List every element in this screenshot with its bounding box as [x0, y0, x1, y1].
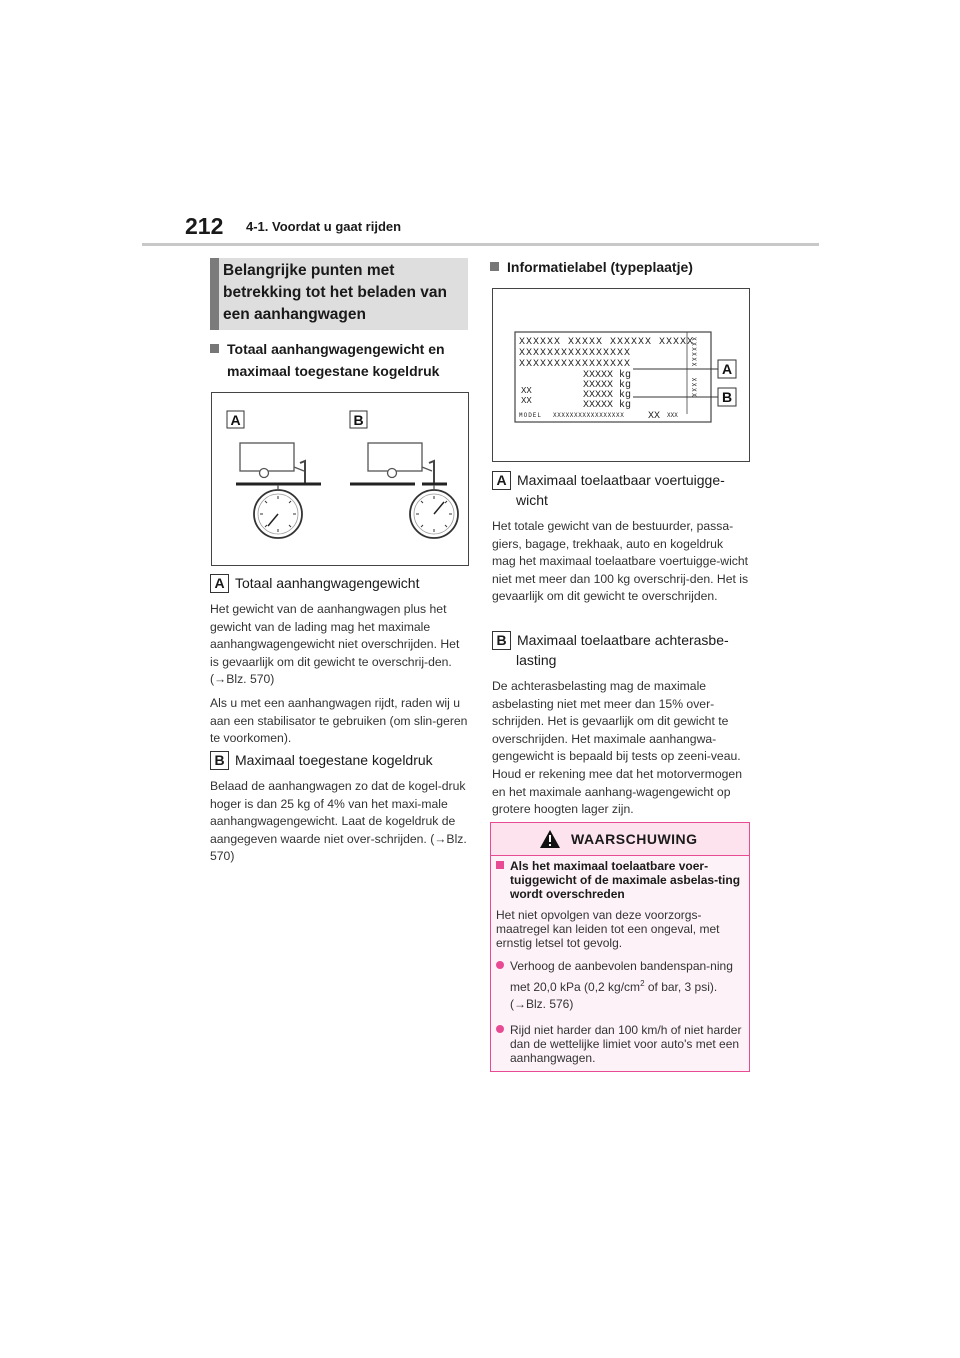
right-item-b-p1: De achterasbelasting mag de maximale asbelasting niet met meer dan 15% over-schrijden. Het is gevaarlijk om dit gewicht te overschrijden. Het maximale aanhangwa-gengewicht is bepaald bij tests op zeeni-veau. Houd er rekening mee dat het motorvermogen en het maximale aanhang-wagengewicht op grotere hoogten lager zijn. — [492, 679, 742, 817]
warning-triangle-icon — [539, 829, 561, 849]
bullet-dot-icon — [496, 1025, 504, 1033]
left-heading-text: Totaal aanhangwagengewicht en maximaal toegestane kogeldruk — [227, 341, 445, 379]
plate-kg-2: XXXXX kg — [583, 380, 632, 391]
plate-model-value: XXXXXXXXXXXXXXXXX — [553, 412, 625, 419]
label-a-badge: A — [210, 574, 229, 593]
plate-row-3: XXXXXXXXXXXXXXXX — [519, 359, 632, 370]
right-item-b-title: Maximaal toelaatbare achterasbe-lasting — [516, 632, 729, 668]
left-item-a — [210, 573, 468, 748]
trailer-illustration — [212, 393, 468, 565]
right-item-b — [492, 630, 750, 819]
warning-bullet-2: Rijd niet harder dan 100 km/h of niet harder dan de wettelijke limiet voor auto's met een aanhangwagen. — [496, 1023, 742, 1065]
info-plate-figure — [492, 288, 750, 462]
plate-row-1: XXXXXX XXXXX XXXXXX XXXXX — [519, 337, 695, 348]
plate-kg-3: XXXXX kg — [583, 390, 632, 401]
warning-bullet-1: Verhoog de aanbevolen bandenspan-ning met 20,0 kPa (0,2 $kg/cm^2$ of bar, 3 psi). (→Blz. 576) — [496, 958, 742, 1013]
section-title: 4-1. Voordat u gaat rijden — [246, 219, 402, 234]
warning-header — [491, 823, 749, 856]
info-plate-illustration — [493, 289, 749, 461]
warning-intro: Het niet opvolgen van deze voorzorgs-maatregel kan leiden tot een ongeval, met ernstig letsel tot gevolg. — [496, 908, 720, 950]
trailer-a-on-scale — [236, 443, 321, 538]
warning-box — [490, 822, 750, 1072]
left-item-a-title: Totaal aanhangwagengewicht — [235, 575, 420, 591]
page-number: 212 — [185, 213, 224, 239]
trailer-b-coupling-scale — [350, 443, 458, 538]
left-item-b-p1: Belaad de aanhangwagen zo dat de kogel-druk hoger is dan 25 kg of 4% van het maxi-male aanhangwagengewicht. Laat de kogeldruk de aangegeven waarde niet over-schrijden. (→Blz. 570) — [210, 779, 467, 864]
square-bullet-icon — [210, 344, 219, 353]
label-b-badge: B — [210, 751, 229, 770]
plate-xx-2: XX — [521, 396, 532, 406]
header-divider — [142, 243, 819, 246]
topic-bar — [210, 258, 219, 330]
plate-label-a: A — [721, 361, 733, 377]
plate-kg-4: XXXXX kg — [583, 400, 632, 411]
right-heading-text: Informatielabel (typeplaatje) — [507, 259, 693, 275]
topic-title: Belangrijke punten met betrekking tot het beladen van een aanhangwagen — [223, 262, 447, 323]
bullet-dot-icon — [496, 961, 504, 969]
square-bullet-icon — [490, 262, 499, 271]
plate-xx-1: XX — [521, 386, 532, 396]
plate-side-text: XXXXXX XXXX — [690, 337, 697, 399]
right-heading — [490, 256, 750, 278]
plate-model-label: MODEL — [519, 412, 543, 419]
warning-title: WAARSCHUWING — [571, 831, 698, 847]
trailer-weight-figure — [211, 392, 469, 566]
right-item-a-p1: Het totale gewicht van de bestuurder, passa-giers, bagage, trekhaak, auto en kogeldruk mag het maximaal toelaatbare voertuigge-wicht niet met meer dan 100 kg overschrij-den. Het is gevaarlijk om dit gewicht te overschrijden. — [492, 519, 749, 604]
plate-kg-1: XXXXX kg — [583, 370, 632, 381]
plate-model-xxx: XXX — [667, 412, 678, 419]
label-b-badge: B — [492, 631, 511, 650]
right-item-a — [492, 470, 750, 606]
label-a-badge: A — [492, 471, 511, 490]
figure-label-a: A — [230, 412, 241, 428]
topic-box — [210, 258, 468, 330]
plate-model-xx: XX — [648, 411, 661, 422]
plate-row-2: XXXXXXXXXXXXXXXX — [519, 348, 632, 359]
left-heading — [210, 338, 468, 382]
left-item-a-p2: Als u met een aanhangwagen rijdt, raden wij u aan een stabilisator te gebruiken (om slin-geren te voorkomen). — [210, 695, 468, 746]
figure-label-b: B — [353, 412, 364, 428]
warning-subhead: Als het maximaal toelaatbare voer-tuiggewicht of de maximale asbelas-ting wordt overschreden — [510, 859, 741, 901]
pink-square-bullet-icon — [496, 861, 504, 869]
right-item-a-title: Maximaal toelaatbaar voertuigge-wicht — [516, 472, 725, 508]
left-item-b — [210, 750, 468, 866]
left-item-a-p1: Het gewicht van de aanhangwagen plus het gewicht van de lading mag het maximale aanhangwagengewicht niet overschrijden. Het is gevaarlijk om dit gewicht te overschrij-den. (→Blz. 570) — [210, 602, 460, 687]
left-item-b-title: Maximaal toegestane kogeldruk — [235, 752, 433, 768]
plate-label-b: B — [721, 389, 733, 405]
